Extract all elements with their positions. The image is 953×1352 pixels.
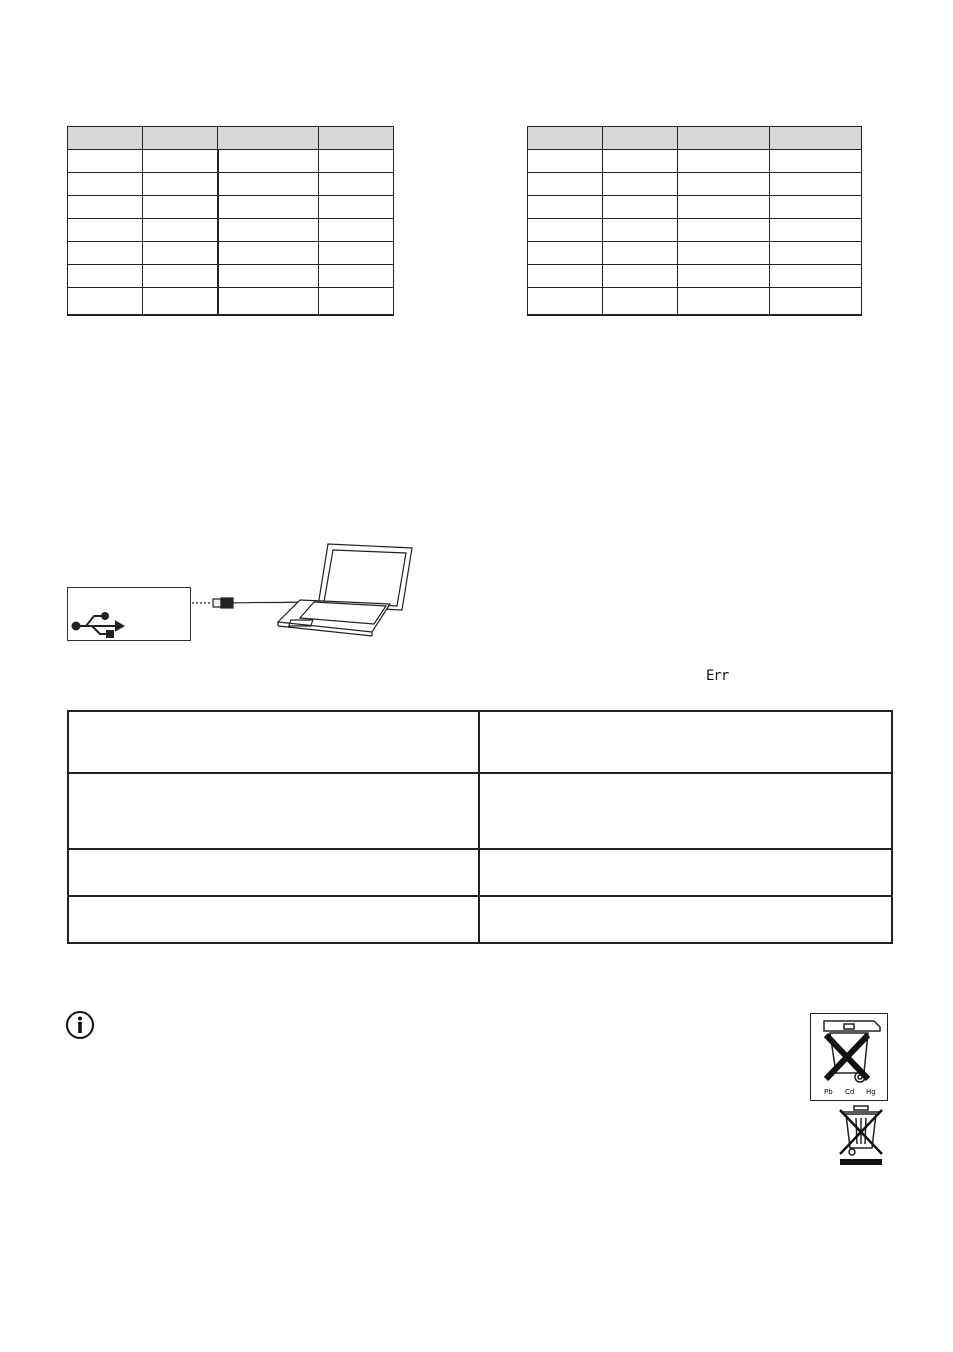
table-cell bbox=[603, 196, 678, 219]
table-cell bbox=[770, 265, 862, 288]
solution-cell bbox=[479, 849, 892, 896]
table-cell bbox=[218, 288, 319, 316]
table-cell bbox=[218, 127, 319, 150]
table-cell bbox=[218, 150, 319, 173]
table-cell bbox=[319, 196, 394, 219]
table-cell bbox=[678, 150, 770, 173]
table-cell bbox=[678, 219, 770, 242]
table-cell bbox=[603, 173, 678, 196]
table-cell bbox=[143, 150, 218, 173]
solution-cell bbox=[479, 773, 892, 849]
usb-icon bbox=[68, 588, 190, 640]
table-cell bbox=[143, 196, 218, 219]
table-cell bbox=[68, 150, 143, 173]
table-cell bbox=[528, 242, 603, 265]
table-cell bbox=[528, 173, 603, 196]
battery-label-pb: Pb bbox=[824, 1088, 833, 1096]
table-cell bbox=[603, 150, 678, 173]
table-cell bbox=[770, 288, 862, 316]
table-cell bbox=[528, 150, 603, 173]
table-cell bbox=[770, 219, 862, 242]
table-cell bbox=[143, 242, 218, 265]
table-cell bbox=[319, 173, 394, 196]
solution-cell bbox=[479, 896, 892, 943]
table-cell bbox=[603, 265, 678, 288]
table-row bbox=[68, 219, 394, 242]
table-cell bbox=[319, 242, 394, 265]
table-row bbox=[528, 219, 862, 242]
table-row bbox=[68, 896, 892, 943]
info-icon bbox=[65, 1010, 95, 1040]
table-header-row bbox=[528, 127, 862, 150]
table-cell bbox=[528, 127, 603, 150]
table-cell bbox=[770, 127, 862, 150]
table-cell bbox=[143, 288, 218, 316]
table-cell bbox=[218, 173, 319, 196]
table-cell bbox=[68, 265, 143, 288]
table-cell bbox=[319, 288, 394, 316]
troubleshooting-table bbox=[67, 710, 893, 944]
table-cell bbox=[770, 242, 862, 265]
table-cell bbox=[68, 219, 143, 242]
table-header-row bbox=[68, 127, 394, 150]
right-table bbox=[527, 126, 862, 316]
table-cell bbox=[218, 265, 319, 288]
problem-cell bbox=[68, 896, 479, 943]
problem-cell bbox=[68, 773, 479, 849]
table-row bbox=[528, 288, 862, 316]
table-cell bbox=[603, 127, 678, 150]
table-row bbox=[68, 773, 892, 849]
table-cell bbox=[603, 242, 678, 265]
table-cell bbox=[528, 196, 603, 219]
table-row bbox=[68, 711, 892, 773]
table-cell bbox=[770, 196, 862, 219]
table-cell bbox=[678, 173, 770, 196]
table-cell bbox=[678, 242, 770, 265]
table-row bbox=[68, 150, 394, 173]
table-cell bbox=[528, 288, 603, 316]
problem-cell bbox=[68, 849, 479, 896]
table-row bbox=[68, 265, 394, 288]
crossed-bin-battery-icon bbox=[810, 1013, 888, 1101]
table-cell bbox=[68, 127, 143, 150]
table-row bbox=[68, 173, 394, 196]
table-cell bbox=[68, 173, 143, 196]
error-code: Err bbox=[706, 668, 729, 684]
table-row bbox=[68, 849, 892, 896]
table-row bbox=[528, 242, 862, 265]
table-cell bbox=[319, 219, 394, 242]
table-row bbox=[68, 288, 394, 316]
battery-label-cd: Cd bbox=[845, 1088, 855, 1096]
table-cell bbox=[143, 219, 218, 242]
problem-cell bbox=[68, 711, 479, 773]
table-cell bbox=[528, 265, 603, 288]
table-cell bbox=[770, 173, 862, 196]
table-cell bbox=[218, 219, 319, 242]
table-cell bbox=[319, 265, 394, 288]
table-row bbox=[528, 196, 862, 219]
table-cell bbox=[678, 127, 770, 150]
table-cell bbox=[678, 196, 770, 219]
table-cell bbox=[603, 288, 678, 316]
table-cell bbox=[603, 219, 678, 242]
table-cell bbox=[319, 127, 394, 150]
table-row bbox=[528, 150, 862, 173]
crossed-wheelie-bin-icon bbox=[836, 1104, 886, 1168]
table-cell bbox=[143, 265, 218, 288]
table-cell bbox=[770, 150, 862, 173]
table-cell bbox=[218, 196, 319, 219]
table-row bbox=[528, 173, 862, 196]
table-cell bbox=[678, 265, 770, 288]
table-cell bbox=[68, 196, 143, 219]
table-row bbox=[68, 196, 394, 219]
table-cell bbox=[68, 288, 143, 316]
table-cell bbox=[528, 219, 603, 242]
table-row bbox=[68, 242, 394, 265]
table-row bbox=[528, 265, 862, 288]
laptop-icon bbox=[190, 540, 420, 644]
table-cell bbox=[143, 127, 218, 150]
left-table bbox=[67, 126, 394, 316]
table-cell bbox=[143, 173, 218, 196]
table-cell bbox=[678, 288, 770, 316]
table-cell bbox=[68, 242, 143, 265]
table-cell bbox=[218, 242, 319, 265]
table-cell bbox=[319, 150, 394, 173]
solution-cell bbox=[479, 711, 892, 773]
usb-port-box bbox=[67, 587, 191, 641]
battery-label-hg: Hg bbox=[866, 1088, 876, 1096]
